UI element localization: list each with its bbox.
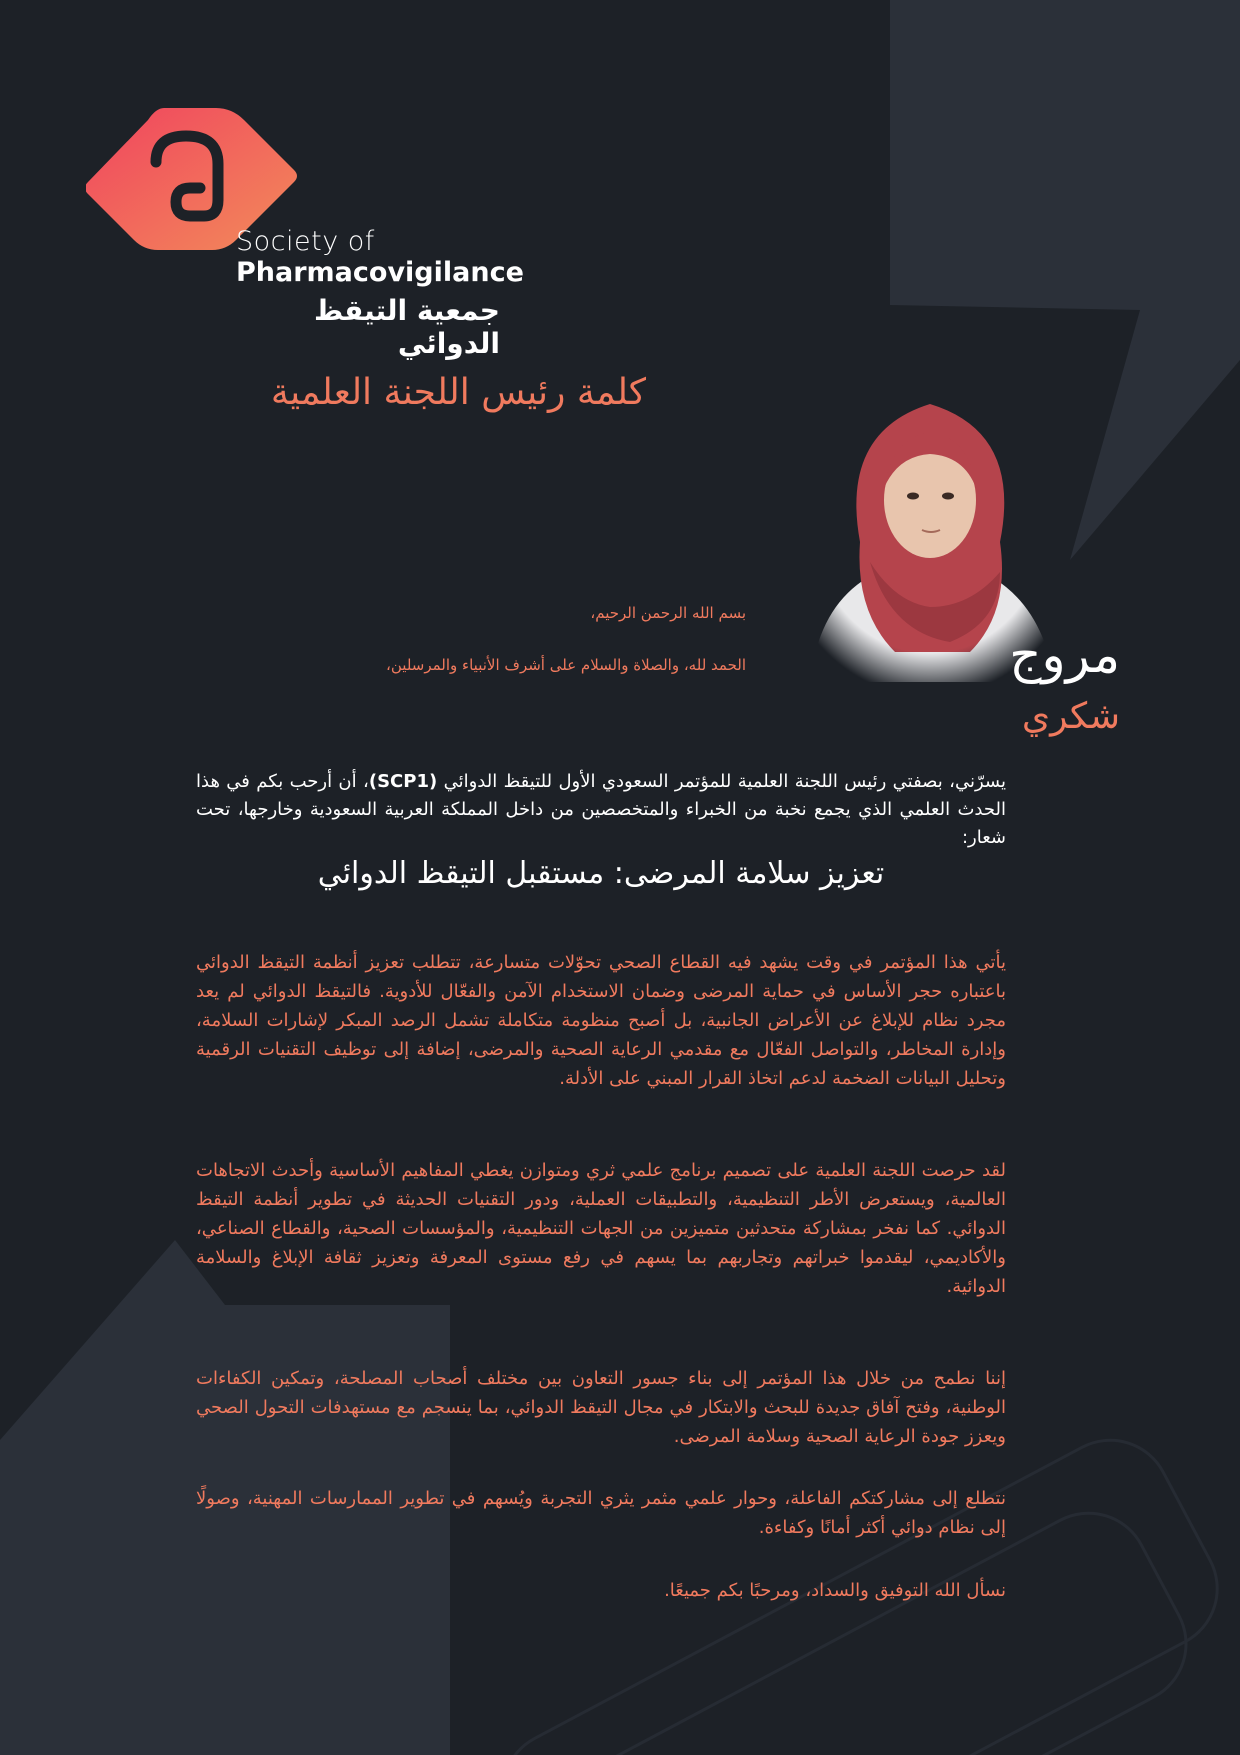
intro-text-before: يسرّني، بصفتي رئيس اللجنة العلمية للمؤتمر السعودي الأول للتيقظ الدوائي bbox=[443, 771, 1006, 792]
society-logo bbox=[86, 104, 524, 360]
section-title: كلمة رئيس اللجنة العلمية bbox=[270, 372, 646, 413]
logo-name-arabic: جمعية التيقظ الدوائي bbox=[313, 294, 500, 360]
speaker-first-name: مروج bbox=[1009, 626, 1120, 684]
body-paragraph: يأتي هذا المؤتمر في وقت يشهد فيه القطاع الصحي تحوّلات متسارعة، تتطلب تعزيز أنظمة التيقظ الدوائي باعتباره حجر الأساس في حماية المرضى وضمان الاستخدام الآمن والفعّال للأدوية. فالتيقظ الدوائي لم يعد مجرد نظام للإبلاغ عن الأعراض الجانبية، بل أصبح منظومة متكاملة تشمل الرصد المبكر لإشارات السلامة، وإدارة المخاطر، والتواصل الفعّال مع مقدمي الرعاية الصحية والمرضى، إضافة إلى توظيف التقنيات الرقمية وتحليل البيانات الضخمة لدعم اتخاذ القرار المبني على الأدلة. bbox=[196, 952, 1006, 1089]
intro-text-after: ، أن أرحب بكم في هذا الحدث العلمي الذي يجمع نخبة من الخبراء والمتخصصين من داخل المملكة العربية السعودية وخارجها، تحت شعار: bbox=[196, 771, 1006, 848]
conference-slogan: تعزيز سلامة المرضى: مستقبل التيقظ الدوائي bbox=[317, 856, 885, 891]
body-paragraph: لقد حرصت اللجنة العلمية على تصميم برنامج علمي ثري ومتوازن يغطي المفاهيم الأساسية وأحدث الاتجاهات العالمية، ويستعرض الأطر التنظيمية، والتطبيقات العملية، ودور التقنيات الحديثة في تطوير أنظمة التيقظ الدوائي. كما نفخر بمشاركة متحدثين متميزين من الجهات التنظيمية، والمؤسسات الصحية، والقطاع الصناعي، والأكاديمي، ليقدموا خبراتهم وتجاربهم بما يسهم في رفع مستوى المعرفة وتعزيز ثقافة الإبلاغ والسلامة الدوائية. bbox=[196, 1160, 1006, 1297]
body-paragraph: نتطلع إلى مشاركتكم الفاعلة، وحوار علمي مثمر يثري التجربة ويُسهم في تطوير الممارسات المهنية، وصولًا إلى نظام دوائي أكثر أمانًا وكفاءة. bbox=[196, 1488, 1006, 1538]
logo-name-line2: Pharmacovigilance bbox=[236, 257, 524, 288]
closing-line: نسأل الله التوفيق والسداد، ومرحبًا بكم جميعًا. bbox=[664, 1580, 1006, 1601]
speaker-last-name: شكري bbox=[1021, 696, 1120, 737]
logo-name-line1: Society of bbox=[236, 226, 375, 257]
conference-code: (SCP1) bbox=[368, 771, 438, 792]
intro-paragraph bbox=[196, 768, 1006, 852]
praise-line: الحمد لله، والصلاة والسلام على أشرف الأنبياء والمرسلين، bbox=[386, 656, 746, 674]
body-paragraph: إننا نطمح من خلال هذا المؤتمر إلى بناء جسور التعاون بين مختلف أصحاب المصلحة، وتمكين الكفاءات الوطنية، وفتح آفاق جديدة للبحث والابتكار في مجال التيقظ الدوائي، بما ينسجم مع مستهدفات التحول الصحي ويعزز جودة الرعاية الصحية وسلامة المرضى. bbox=[196, 1368, 1006, 1447]
basmala-line: بسم الله الرحمن الرحيم، bbox=[590, 604, 746, 622]
